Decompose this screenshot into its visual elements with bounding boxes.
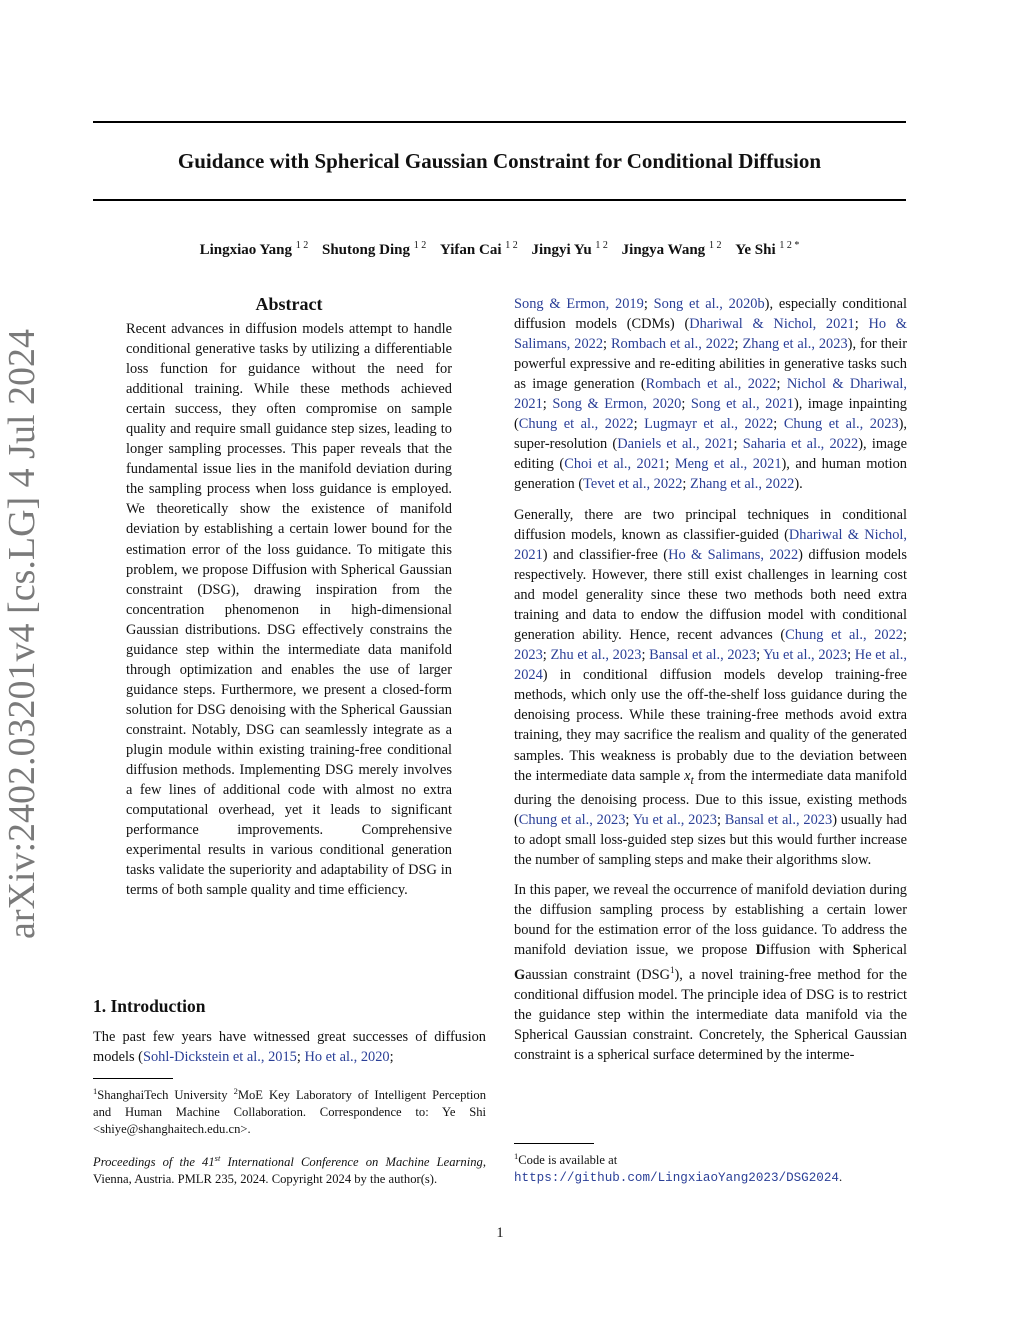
author: Ye Shi $^{1 2 *}$ [735, 240, 800, 258]
introduction-heading: 1. Introduction [93, 996, 206, 1016]
citation-link[interactable]: Dhariwal & Nichol, 2021 [514, 527, 907, 564]
introduction-paragraph: The past few years have witnessed great successes of diffusion models (Sohl-Dickstein et al., 2015; Ho et al., 2020; [93, 1029, 486, 1066]
author: Yifan Cai $^{1 2}$ [439, 240, 518, 258]
citation-link[interactable]: Bansal et al., 2023 [649, 647, 757, 664]
citation-link[interactable]: Daniels et al., 2021 [617, 436, 734, 453]
citation-link[interactable]: Song et al., 2020b [653, 296, 765, 312]
author: Lingxiao Yang $^{1 2}$ [199, 240, 309, 258]
right-column [514, 294, 907, 1076]
citation-link[interactable]: 2023 [514, 647, 543, 664]
title-rule-top [93, 121, 906, 123]
citation-link[interactable]: Chung et al., 2023 [518, 811, 626, 828]
citation-link[interactable]: Nichol & Dhariwal, 2021 [514, 376, 907, 413]
citation-link[interactable]: Ho & Salimans, 2022 [668, 547, 799, 564]
citation-link[interactable]: Choi et al., 2021 [564, 456, 666, 473]
citation-link[interactable]: Zhang et al., 2022 [690, 476, 795, 493]
abstract-body: Recent advances in diffusion models attempt to handle conditional generative tasks by utilizing a differentiable loss function for guidance without the need for additional training. While these methods achieved certain success, they often compromise on sample quality and require small guidance step sizes, leading to longer sampling processes. This paper reveals that the fundamental issue lies in the manifold deviation during the sampling process when loss guidance is employed. We theoretically show the existence of manifold deviation by establishing a certain lower bound for the estimation error of the loss guidance. To mitigate this problem, we propose Diffusion with Spherical Gaussian constraint (DSG), drawing inspiration from the concentration phenomenon in high-dimensional Gaussian distributions. DSG effectively constrains the guidance step within the intermediate data manifold through optimization and enables the use of larger guidance steps. Furthermore, we present a closed-form solution for DSG denoising with the Spherical Gaussian constraint. Notably, DSG can seamlessly integrate as a plugin module within existing training-free conditional diffusion methods. Implementing DSG merely involves a few lines of additional code with almost no extra computational overhead, yet it leads to significant performance improvements. Comprehensive experimental results in various conditional generation tasks validate the superiority and adaptability of DSG in terms of both sample quality and time efficiency. [126, 321, 452, 899]
citation-link[interactable]: Rombach et al., 2022 [610, 336, 735, 353]
citation-link[interactable]: Zhang et al., 2023 [742, 336, 848, 353]
footnote-rule [514, 1143, 594, 1144]
math-variable: $x_t$ [684, 767, 694, 787]
citation-link[interactable]: Bansal et al., 2023 [724, 811, 833, 828]
affiliation-footnote: $^1$ShanghaiTech University $^2$MoE Key Laboratory of Intelligent Perception and Human Machine Collaboration. Correspondence to: Ye Shi <shiye@shanghaitech.edu.cn>. [93, 1086, 486, 1136]
citation-link[interactable]: Saharia et al., 2022 [742, 436, 859, 453]
citation-link[interactable]: Song & Ermon, 2019 [514, 296, 644, 312]
citation-link[interactable]: Rombach et al., 2022 [645, 376, 777, 393]
citation-link[interactable]: Dhariwal & Nichol, 2021 [689, 316, 855, 333]
code-footnote: $^1$Code is available at https://github.com/LingxiaoYang2023/DSG2024. [514, 1151, 843, 1185]
author-list [93, 236, 906, 260]
paragraph: Song & Ermon, 2019; Song et al., 2020b), especially conditional diffusion models (CDMs) (Dhariwal & Nichol, 2021; Ho & Salimans, 2022; Rombach et al., 2022; Zhang et al., 2023), for their powerful expressive and re-editing abilities in generative tasks such as image generation (Rombach et al., 2022; Nichol & Dhariwal, 2021; Song & Ermon, 2020; Song et al., 2021), image inpainting (Chung et al., 2022; Lugmayr et al., 2022; Chung et al., 2023), super-resolution (Daniels et al., 2021; Saharia et al., 2022), image editing (Choi et al., 2021; Meng et al., 2021), and human motion generation (Tevet et al., 2022; Zhang et al., 2022). [514, 296, 908, 493]
citation-link[interactable]: Ho et al., 2020 [304, 1049, 390, 1066]
author: Jingya Wang $^{1 2}$ [621, 240, 722, 258]
citation-link[interactable]: Yu et al., 2023 [763, 647, 848, 664]
footnote-marker[interactable]: 1 [670, 965, 675, 976]
arxiv-stamp: arXiv:2402.03201v4 [cs.LG] 4 Jul 2024 [1, 328, 43, 940]
title-rule-bottom [93, 199, 906, 201]
citation-link[interactable]: Yu et al., 2023 [632, 811, 717, 828]
citation-link[interactable]: Song & Ermon, 2020 [552, 396, 682, 413]
footnote-rule [93, 1078, 173, 1079]
citation-link[interactable]: He et al., 2024 [514, 647, 907, 684]
proceedings-note: Proceedings of the 41st International Conference on Machine Learning, Vienna, Austria. PMLR 235, 2024. Copyright 2024 by the author(s). [93, 1153, 486, 1186]
author: Shutong Ding $^{1 2}$ [322, 240, 427, 258]
citation-link[interactable]: Zhu et al., 2023 [550, 647, 642, 664]
citation-link[interactable]: Song et al., 2021 [690, 396, 794, 413]
page-number: 1 [496, 1225, 504, 1241]
abstract-heading: Abstract [255, 294, 323, 314]
citation-link[interactable]: Sohl-Dickstein et al., 2015 [142, 1049, 297, 1066]
citation-link[interactable]: Lugmayr et al., 2022 [644, 416, 774, 433]
citation-link[interactable]: Ho & Salimans, 2022 [514, 316, 907, 353]
code-url-link[interactable]: https://github.com/LingxiaoYang2023/DSG2024 [514, 1170, 839, 1185]
paper-title: Guidance with Spherical Gaussian Constraint for Conditional Diffusion [177, 149, 822, 173]
paragraph: In this paper, we reveal the occurrence of manifold deviation during the diffusion sampling process by establishing a certain lower bound for the estimation error of the loss guidance. To address the manifold deviation issue, we propose Diffusion with Spherical Gaussian constraint (DSG$^1$), a novel training-free method for the conditional diffusion model. The principle idea of DSG is to restrict the guidance step within the intermediate data manifold via the Spherical Gaussian constraint. Concretely, the Spherical Gaussian constraint is a spherical surface determined by the interme- [514, 882, 907, 1064]
citation-link[interactable]: Chung et al., 2023 [783, 416, 899, 433]
citation-link[interactable]: Chung et al., 2022 [518, 416, 634, 433]
paragraph: Generally, there are two principal techniques in conditional diffusion models, known as classifier-guided (Dhariwal & Nichol, 2021) and classifier-free (Ho & Salimans, 2022) diffusion models respectively. However, there still exist challenges in learning cost and model generality since these two methods both need extra training and data to endow the diffusion model with conditional generation ability. Hence, recent advances (Chung et al., 2022; 2023; Zhu et al., 2023; Bansal et al., 2023; Yu et al., 2023; He et al., 2024) in conditional diffusion models develop training-free methods, which only use the off-the-shelf loss guidance during the denoising process. While these training-free methods avoid extra training, they may sacrifice the realism and quality of the generated samples. This weakness is probably due to the deviation between the intermediate data sample $x_t$ from the intermediate data manifold during the denoising process. Due to this issue, existing methods (Chung et al., 2023; Yu et al., 2023; Bansal et al., 2023) usually had to adopt small loss-guided step sizes but this would further increase the number of sampling steps and make their algorithms slow. [514, 506, 908, 868]
author: Jingyi Yu $^{1 2}$ [531, 240, 608, 258]
citation-link[interactable]: Tevet et al., 2022 [583, 476, 683, 493]
citation-link[interactable]: Meng et al., 2021 [674, 456, 782, 473]
citation-link[interactable]: Chung et al., 2022 [785, 627, 903, 644]
